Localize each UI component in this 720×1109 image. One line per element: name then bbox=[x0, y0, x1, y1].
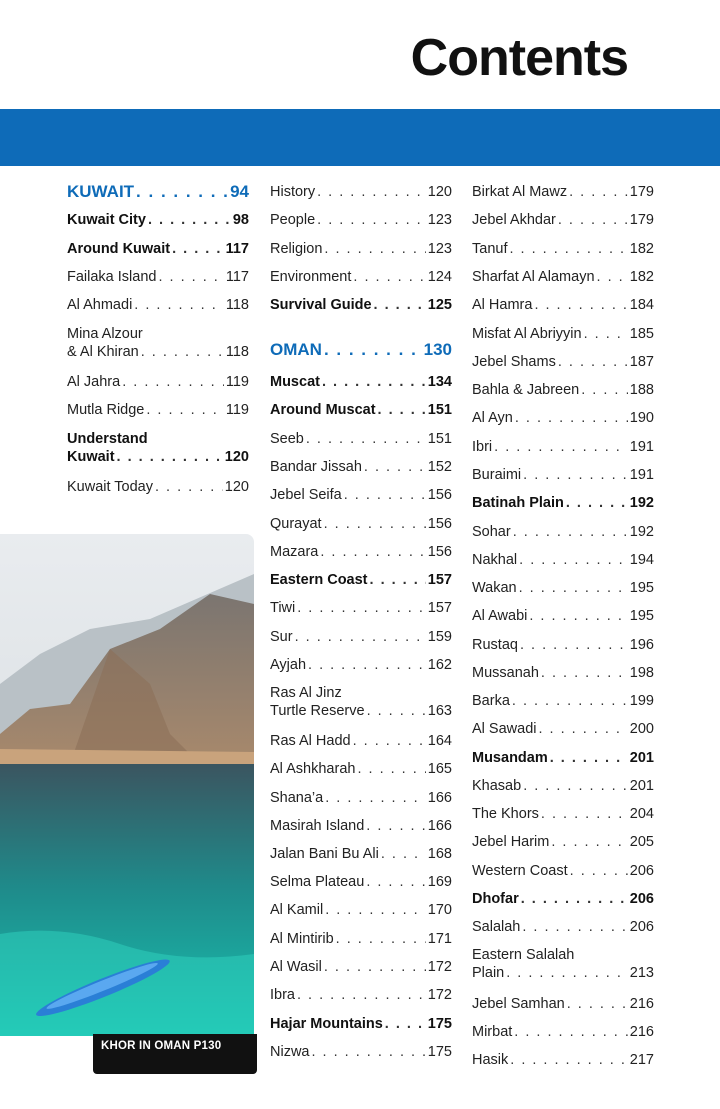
toc-page-number: 165 bbox=[427, 761, 452, 777]
toc-entry-name: Selma Plateau bbox=[270, 874, 365, 890]
toc-page-number: 175 bbox=[427, 1016, 452, 1032]
toc-page-number: 166 bbox=[427, 818, 452, 834]
toc-entry bbox=[270, 656, 452, 674]
dot-leader bbox=[521, 890, 628, 908]
dot-leader bbox=[317, 183, 426, 201]
toc-entry-name: Al Awabi bbox=[472, 608, 528, 624]
toc-entry-name: Survival Guide bbox=[270, 297, 372, 313]
toc-page-number: 217 bbox=[629, 1052, 654, 1068]
toc-entry bbox=[472, 551, 654, 569]
dot-leader bbox=[306, 430, 426, 448]
toc-page-number: 123 bbox=[427, 212, 452, 228]
dot-leader bbox=[148, 211, 231, 229]
toc-page-number: 184 bbox=[629, 297, 654, 313]
toc-page-number: 152 bbox=[427, 459, 452, 475]
dot-leader bbox=[155, 478, 223, 496]
dot-leader bbox=[558, 353, 628, 371]
toc-page-number: 216 bbox=[629, 1024, 654, 1040]
toc-entry bbox=[67, 430, 249, 466]
dot-leader bbox=[136, 183, 228, 201]
toc-entry-name: Jebel Samhan bbox=[472, 996, 565, 1012]
khor-photo bbox=[0, 534, 254, 1036]
toc-entry-name: Sur bbox=[270, 629, 293, 645]
toc-page-number: 195 bbox=[629, 580, 654, 596]
toc-entry-name: KUWAIT bbox=[67, 182, 135, 201]
toc-entry bbox=[472, 1051, 654, 1069]
dot-leader bbox=[385, 1015, 426, 1033]
toc-page-number: 195 bbox=[629, 608, 654, 624]
toc-page-number: 191 bbox=[629, 467, 654, 483]
toc-entry-name: Around Kuwait bbox=[67, 241, 171, 257]
toc-entry-name: Eastern Salalah bbox=[472, 947, 575, 963]
toc-entry-name: Kuwait bbox=[67, 449, 115, 465]
toc-page-number: 171 bbox=[427, 931, 452, 947]
toc-entry bbox=[67, 211, 249, 229]
toc-entry bbox=[472, 862, 654, 880]
toc-page-number: 117 bbox=[225, 241, 249, 257]
toc-page-number: 198 bbox=[629, 665, 654, 681]
toc-page-number: 201 bbox=[629, 750, 654, 766]
toc-page-number: 157 bbox=[427, 600, 452, 616]
toc-entry bbox=[270, 296, 452, 314]
dot-leader bbox=[336, 930, 426, 948]
toc-page-number: 188 bbox=[629, 382, 654, 398]
dot-leader bbox=[494, 438, 628, 456]
toc-entry-name: Sharfat Al Alamayn bbox=[472, 269, 595, 285]
toc-page-number: 182 bbox=[629, 269, 654, 285]
toc-page-number: 162 bbox=[427, 657, 452, 673]
toc-entry bbox=[270, 571, 452, 589]
toc-entry-name: Mina Alzour bbox=[67, 326, 143, 342]
toc-entry-name: Masirah Island bbox=[270, 818, 365, 834]
toc-page-number: 199 bbox=[629, 693, 654, 709]
dot-leader bbox=[122, 373, 224, 391]
toc-entry-name: Al Jahra bbox=[67, 374, 121, 390]
toc-entry bbox=[472, 268, 654, 286]
toc-entry-name: The Khors bbox=[472, 806, 539, 822]
toc-entry bbox=[472, 579, 654, 597]
dot-leader bbox=[297, 986, 426, 1004]
toc-page-number: 205 bbox=[629, 834, 654, 850]
toc-entry-name: People bbox=[270, 212, 316, 228]
toc-entry-name: Ibra bbox=[270, 987, 295, 1003]
toc-page-number: 192 bbox=[629, 524, 654, 540]
dot-leader bbox=[558, 211, 628, 229]
toc-page-number: 187 bbox=[629, 354, 654, 370]
toc-entry-name: Jebel Shams bbox=[472, 354, 556, 370]
toc-page-number: 196 bbox=[629, 637, 654, 653]
page-title: Contents bbox=[410, 29, 628, 87]
dot-leader bbox=[512, 692, 628, 710]
toc-entry-name: Al Mintirib bbox=[270, 931, 334, 947]
toc-page-number: 119 bbox=[225, 374, 249, 390]
toc-entry-name: Jebel Seifa bbox=[270, 487, 342, 503]
toc-entry-name: Tanuf bbox=[472, 241, 508, 257]
toc-entry-name: Tiwi bbox=[270, 600, 296, 616]
toc-page-number: 120 bbox=[224, 449, 249, 465]
dot-leader bbox=[308, 656, 426, 674]
toc-entry bbox=[472, 409, 654, 427]
toc-page-number: 168 bbox=[427, 846, 452, 862]
dot-leader bbox=[324, 515, 426, 533]
toc-entry-name: Al Sawadi bbox=[472, 721, 537, 737]
toc-entry bbox=[472, 381, 654, 399]
toc-entry bbox=[270, 373, 452, 391]
toc-page-number: 172 bbox=[427, 987, 452, 1003]
dot-leader bbox=[541, 664, 628, 682]
dot-leader bbox=[134, 296, 224, 314]
toc-entry bbox=[270, 515, 452, 533]
dot-leader bbox=[522, 918, 627, 936]
toc-page-number: 156 bbox=[427, 544, 452, 560]
dot-leader bbox=[529, 607, 627, 625]
toc-page-number: 216 bbox=[629, 996, 654, 1012]
toc-entry bbox=[472, 918, 654, 936]
toc-entry-name: Shana’a bbox=[270, 790, 324, 806]
toc-entry-name: OMAN bbox=[270, 340, 322, 359]
toc-entry-name: Bahla & Jabreen bbox=[472, 382, 580, 398]
toc-entry bbox=[67, 325, 249, 361]
toc-entry-name: Failaka Island bbox=[67, 269, 157, 285]
dot-leader bbox=[374, 296, 426, 314]
toc-entry bbox=[472, 664, 654, 682]
dot-leader bbox=[344, 486, 426, 504]
toc-entry bbox=[270, 268, 452, 286]
dot-leader bbox=[584, 325, 628, 343]
dot-leader bbox=[364, 458, 426, 476]
toc-entry bbox=[270, 458, 452, 476]
toc-entry bbox=[270, 845, 452, 863]
toc-entry-name: Seeb bbox=[270, 431, 304, 447]
toc-page-number: 124 bbox=[427, 269, 452, 285]
toc-page-number: 206 bbox=[629, 891, 654, 907]
dot-leader bbox=[538, 720, 627, 738]
dot-leader bbox=[510, 1051, 628, 1069]
toc-page-number: 175 bbox=[427, 1044, 452, 1060]
toc-page-number: 117 bbox=[225, 269, 249, 285]
toc-page-number: 120 bbox=[224, 479, 249, 495]
toc-entry-name: Religion bbox=[270, 241, 323, 257]
toc-entry bbox=[270, 930, 452, 948]
toc-entry-name: Turtle Reserve bbox=[270, 703, 365, 719]
toc-entry bbox=[270, 789, 452, 807]
dot-leader bbox=[172, 240, 223, 258]
toc-entry-name: History bbox=[270, 184, 316, 200]
toc-entry-name: Hajar Mountains bbox=[270, 1016, 383, 1032]
toc-entry-name: Bandar Jissah bbox=[270, 459, 362, 475]
dot-leader bbox=[581, 381, 628, 399]
toc-entry bbox=[270, 958, 452, 976]
toc-entry-name: Al Hamra bbox=[472, 297, 533, 313]
toc-entry-name: Mutla Ridge bbox=[67, 402, 145, 418]
toc-entry-name: Mirbat bbox=[472, 1024, 513, 1040]
dot-leader bbox=[551, 833, 627, 851]
dot-leader bbox=[357, 760, 425, 778]
toc-page-number: 185 bbox=[629, 326, 654, 342]
toc-entry-name: Nakhal bbox=[472, 552, 518, 568]
dot-leader bbox=[514, 1023, 628, 1041]
toc-entry-name: Ibri bbox=[472, 439, 493, 455]
toc-entry-name: Jebel Harim bbox=[472, 834, 550, 850]
toc-entry bbox=[472, 466, 654, 484]
dot-leader bbox=[353, 732, 426, 750]
toc-page-number: 130 bbox=[423, 340, 452, 359]
toc-page-number: 190 bbox=[629, 410, 654, 426]
toc-entry-name: Jebel Akhdar bbox=[472, 212, 556, 228]
dot-leader bbox=[506, 964, 628, 982]
dot-leader bbox=[370, 571, 426, 589]
toc-entry bbox=[472, 296, 654, 314]
toc-entry bbox=[472, 777, 654, 795]
dot-leader bbox=[367, 702, 426, 720]
toc-entry-name: Ras Al Hadd bbox=[270, 733, 351, 749]
toc-page-number: 206 bbox=[629, 863, 654, 879]
toc-entry-name: Hasik bbox=[472, 1052, 509, 1068]
toc-entry-name: Muscat bbox=[270, 374, 320, 390]
toc-section-heading bbox=[67, 183, 249, 201]
toc-entry bbox=[472, 211, 654, 229]
toc-entry bbox=[270, 401, 452, 419]
toc-entry bbox=[472, 438, 654, 456]
toc-page-number: 166 bbox=[427, 790, 452, 806]
toc-entry-name: Barka bbox=[472, 693, 510, 709]
toc-page-number: 213 bbox=[629, 965, 654, 981]
toc-page-number: 194 bbox=[629, 552, 654, 568]
dot-leader bbox=[141, 343, 224, 361]
toc-entry-name: & Al Khiran bbox=[67, 344, 139, 360]
toc-entry bbox=[270, 732, 452, 750]
toc-entry-name: Nizwa bbox=[270, 1044, 310, 1060]
toc-page-number: 98 bbox=[232, 212, 249, 228]
toc-entry bbox=[472, 692, 654, 710]
toc-page-number: 204 bbox=[629, 806, 654, 822]
toc-entry bbox=[270, 240, 452, 258]
toc-page-number: 206 bbox=[629, 919, 654, 935]
toc-entry bbox=[270, 599, 452, 617]
toc-entry-name: Plain bbox=[472, 965, 505, 981]
photo-caption: KHOR IN OMAN P130 bbox=[93, 1034, 257, 1074]
toc-entry-name: Birkat Al Mawz bbox=[472, 184, 568, 200]
dot-leader bbox=[353, 268, 425, 286]
toc-entry bbox=[270, 543, 452, 561]
dot-leader bbox=[311, 1043, 425, 1061]
toc-page-number: 123 bbox=[427, 241, 452, 257]
toc-page-number: 192 bbox=[629, 495, 654, 511]
toc-entry-name: Eastern Coast bbox=[270, 572, 368, 588]
dot-leader bbox=[366, 873, 425, 891]
toc-entry bbox=[67, 373, 249, 391]
toc-entry bbox=[67, 401, 249, 419]
toc-entry-name: Sohar bbox=[472, 524, 511, 540]
toc-entry-name: Al Kamil bbox=[270, 902, 324, 918]
toc-page-number: 169 bbox=[427, 874, 452, 890]
dot-leader bbox=[366, 817, 426, 835]
dot-leader bbox=[520, 636, 628, 654]
toc-entry-name: Khasab bbox=[472, 778, 522, 794]
toc-entry-name: Dhofar bbox=[472, 891, 519, 907]
toc-entry bbox=[472, 494, 654, 512]
toc-entry bbox=[270, 430, 452, 448]
toc-entry-name: Musandam bbox=[472, 750, 548, 766]
dot-leader bbox=[324, 341, 422, 359]
dot-leader bbox=[509, 240, 627, 258]
dot-leader bbox=[519, 551, 628, 569]
toc-entry bbox=[472, 636, 654, 654]
toc-page-number: 151 bbox=[427, 431, 452, 447]
toc-page-number: 179 bbox=[629, 212, 654, 228]
toc-section-heading bbox=[270, 341, 452, 359]
toc-entry bbox=[270, 760, 452, 778]
toc-entry bbox=[270, 183, 452, 201]
toc-entry-name: Environment bbox=[270, 269, 352, 285]
toc-entry bbox=[472, 805, 654, 823]
toc-entry-name: Rustaq bbox=[472, 637, 518, 653]
toc-entry-name: Al Ashkharah bbox=[270, 761, 356, 777]
toc-page-number: 157 bbox=[427, 572, 452, 588]
dot-leader bbox=[320, 543, 425, 561]
dot-leader bbox=[117, 448, 223, 466]
toc-entry bbox=[472, 240, 654, 258]
toc-page-number: 172 bbox=[427, 959, 452, 975]
toc-entry bbox=[270, 211, 452, 229]
toc-entry bbox=[472, 890, 654, 908]
dot-leader bbox=[569, 183, 628, 201]
toc-entry bbox=[270, 1015, 452, 1033]
dot-leader bbox=[570, 862, 628, 880]
toc-entry bbox=[270, 817, 452, 835]
toc-entry-name: Around Muscat bbox=[270, 402, 376, 418]
toc-page-number: 164 bbox=[427, 733, 452, 749]
toc-entry bbox=[472, 995, 654, 1013]
toc-page-number: 134 bbox=[427, 374, 452, 390]
toc-page-number: 120 bbox=[427, 184, 452, 200]
toc-entry bbox=[270, 901, 452, 919]
toc-entry-name: Salalah bbox=[472, 919, 521, 935]
toc-entry-name: Buraimi bbox=[472, 467, 522, 483]
toc-page-number: 201 bbox=[629, 778, 654, 794]
toc-entry bbox=[472, 1023, 654, 1041]
dot-leader bbox=[519, 579, 628, 597]
toc-page-number: 159 bbox=[427, 629, 452, 645]
dot-leader bbox=[322, 373, 426, 391]
toc-entry-name: Mussanah bbox=[472, 665, 539, 681]
toc-entry-name: Kuwait City bbox=[67, 212, 146, 228]
toc-entry bbox=[270, 628, 452, 646]
toc-entry bbox=[270, 1043, 452, 1061]
dot-leader bbox=[523, 777, 628, 795]
dot-leader bbox=[513, 523, 628, 541]
toc-entry-name: Wakan bbox=[472, 580, 517, 596]
toc-entry bbox=[270, 986, 452, 1004]
dot-leader bbox=[567, 995, 628, 1013]
header-band bbox=[0, 109, 720, 166]
toc-entry bbox=[270, 873, 452, 891]
toc-page-number: 156 bbox=[427, 487, 452, 503]
toc-page-number: 151 bbox=[427, 402, 452, 418]
dot-leader bbox=[566, 494, 628, 512]
dot-leader bbox=[381, 845, 426, 863]
toc-entry bbox=[472, 325, 654, 343]
dot-leader bbox=[523, 466, 628, 484]
toc-entry-name: Western Coast bbox=[472, 863, 568, 879]
dot-leader bbox=[317, 211, 426, 229]
toc-page-number: 118 bbox=[225, 344, 249, 360]
toc-entry-name: Mazara bbox=[270, 544, 319, 560]
dot-leader bbox=[146, 401, 224, 419]
toc-entry-name: Understand bbox=[67, 431, 148, 447]
dot-leader bbox=[541, 805, 628, 823]
toc-page-number: 125 bbox=[427, 297, 452, 313]
dot-leader bbox=[324, 958, 426, 976]
toc-entry bbox=[270, 486, 452, 504]
toc-page-number: 156 bbox=[427, 516, 452, 532]
toc-page-number: 170 bbox=[427, 902, 452, 918]
toc-entry bbox=[270, 684, 452, 720]
toc-entry bbox=[472, 183, 654, 201]
toc-entry bbox=[472, 523, 654, 541]
toc-entry-name: Qurayat bbox=[270, 516, 322, 532]
toc-page-number: 200 bbox=[629, 721, 654, 737]
dot-leader bbox=[297, 599, 426, 617]
dot-leader bbox=[325, 789, 426, 807]
dot-leader bbox=[378, 401, 426, 419]
toc-entry-name: Al Ahmadi bbox=[67, 297, 133, 313]
toc-page-number: 179 bbox=[629, 184, 654, 200]
toc-entry bbox=[472, 833, 654, 851]
toc-entry bbox=[472, 607, 654, 625]
toc-entry bbox=[472, 353, 654, 371]
toc-page-number: 119 bbox=[225, 402, 249, 418]
toc-entry bbox=[472, 749, 654, 767]
dot-leader bbox=[550, 749, 628, 767]
toc-page-number: 182 bbox=[629, 241, 654, 257]
toc-entry-name: Al Wasil bbox=[270, 959, 322, 975]
toc-entry bbox=[67, 268, 249, 286]
toc-entry-name: Ras Al Jinz bbox=[270, 685, 342, 701]
toc-entry-name: Kuwait Today bbox=[67, 479, 153, 495]
toc-entry-name: Ayjah bbox=[270, 657, 307, 673]
dot-leader bbox=[534, 296, 627, 314]
toc-page-number: 191 bbox=[629, 439, 654, 455]
dot-leader bbox=[295, 628, 426, 646]
toc-entry-name: Jalan Bani Bu Ali bbox=[270, 846, 379, 862]
toc-entry bbox=[472, 720, 654, 738]
dot-leader bbox=[325, 901, 426, 919]
dot-leader bbox=[324, 240, 425, 258]
toc-entry-name: Misfat Al Abriyyin bbox=[472, 326, 582, 342]
toc-entry bbox=[67, 240, 249, 258]
toc-entry bbox=[472, 946, 654, 982]
dot-leader bbox=[597, 268, 628, 286]
toc-entry bbox=[67, 296, 249, 314]
toc-entry-name: Batinah Plain bbox=[472, 495, 564, 511]
dot-leader bbox=[515, 409, 628, 427]
toc-entry-name: Al Ayn bbox=[472, 410, 513, 426]
toc-entry bbox=[67, 478, 249, 496]
toc-page-number: 94 bbox=[230, 182, 249, 201]
toc-page-number: 163 bbox=[427, 703, 452, 719]
dot-leader bbox=[158, 268, 223, 286]
toc-page-number: 118 bbox=[225, 297, 249, 313]
